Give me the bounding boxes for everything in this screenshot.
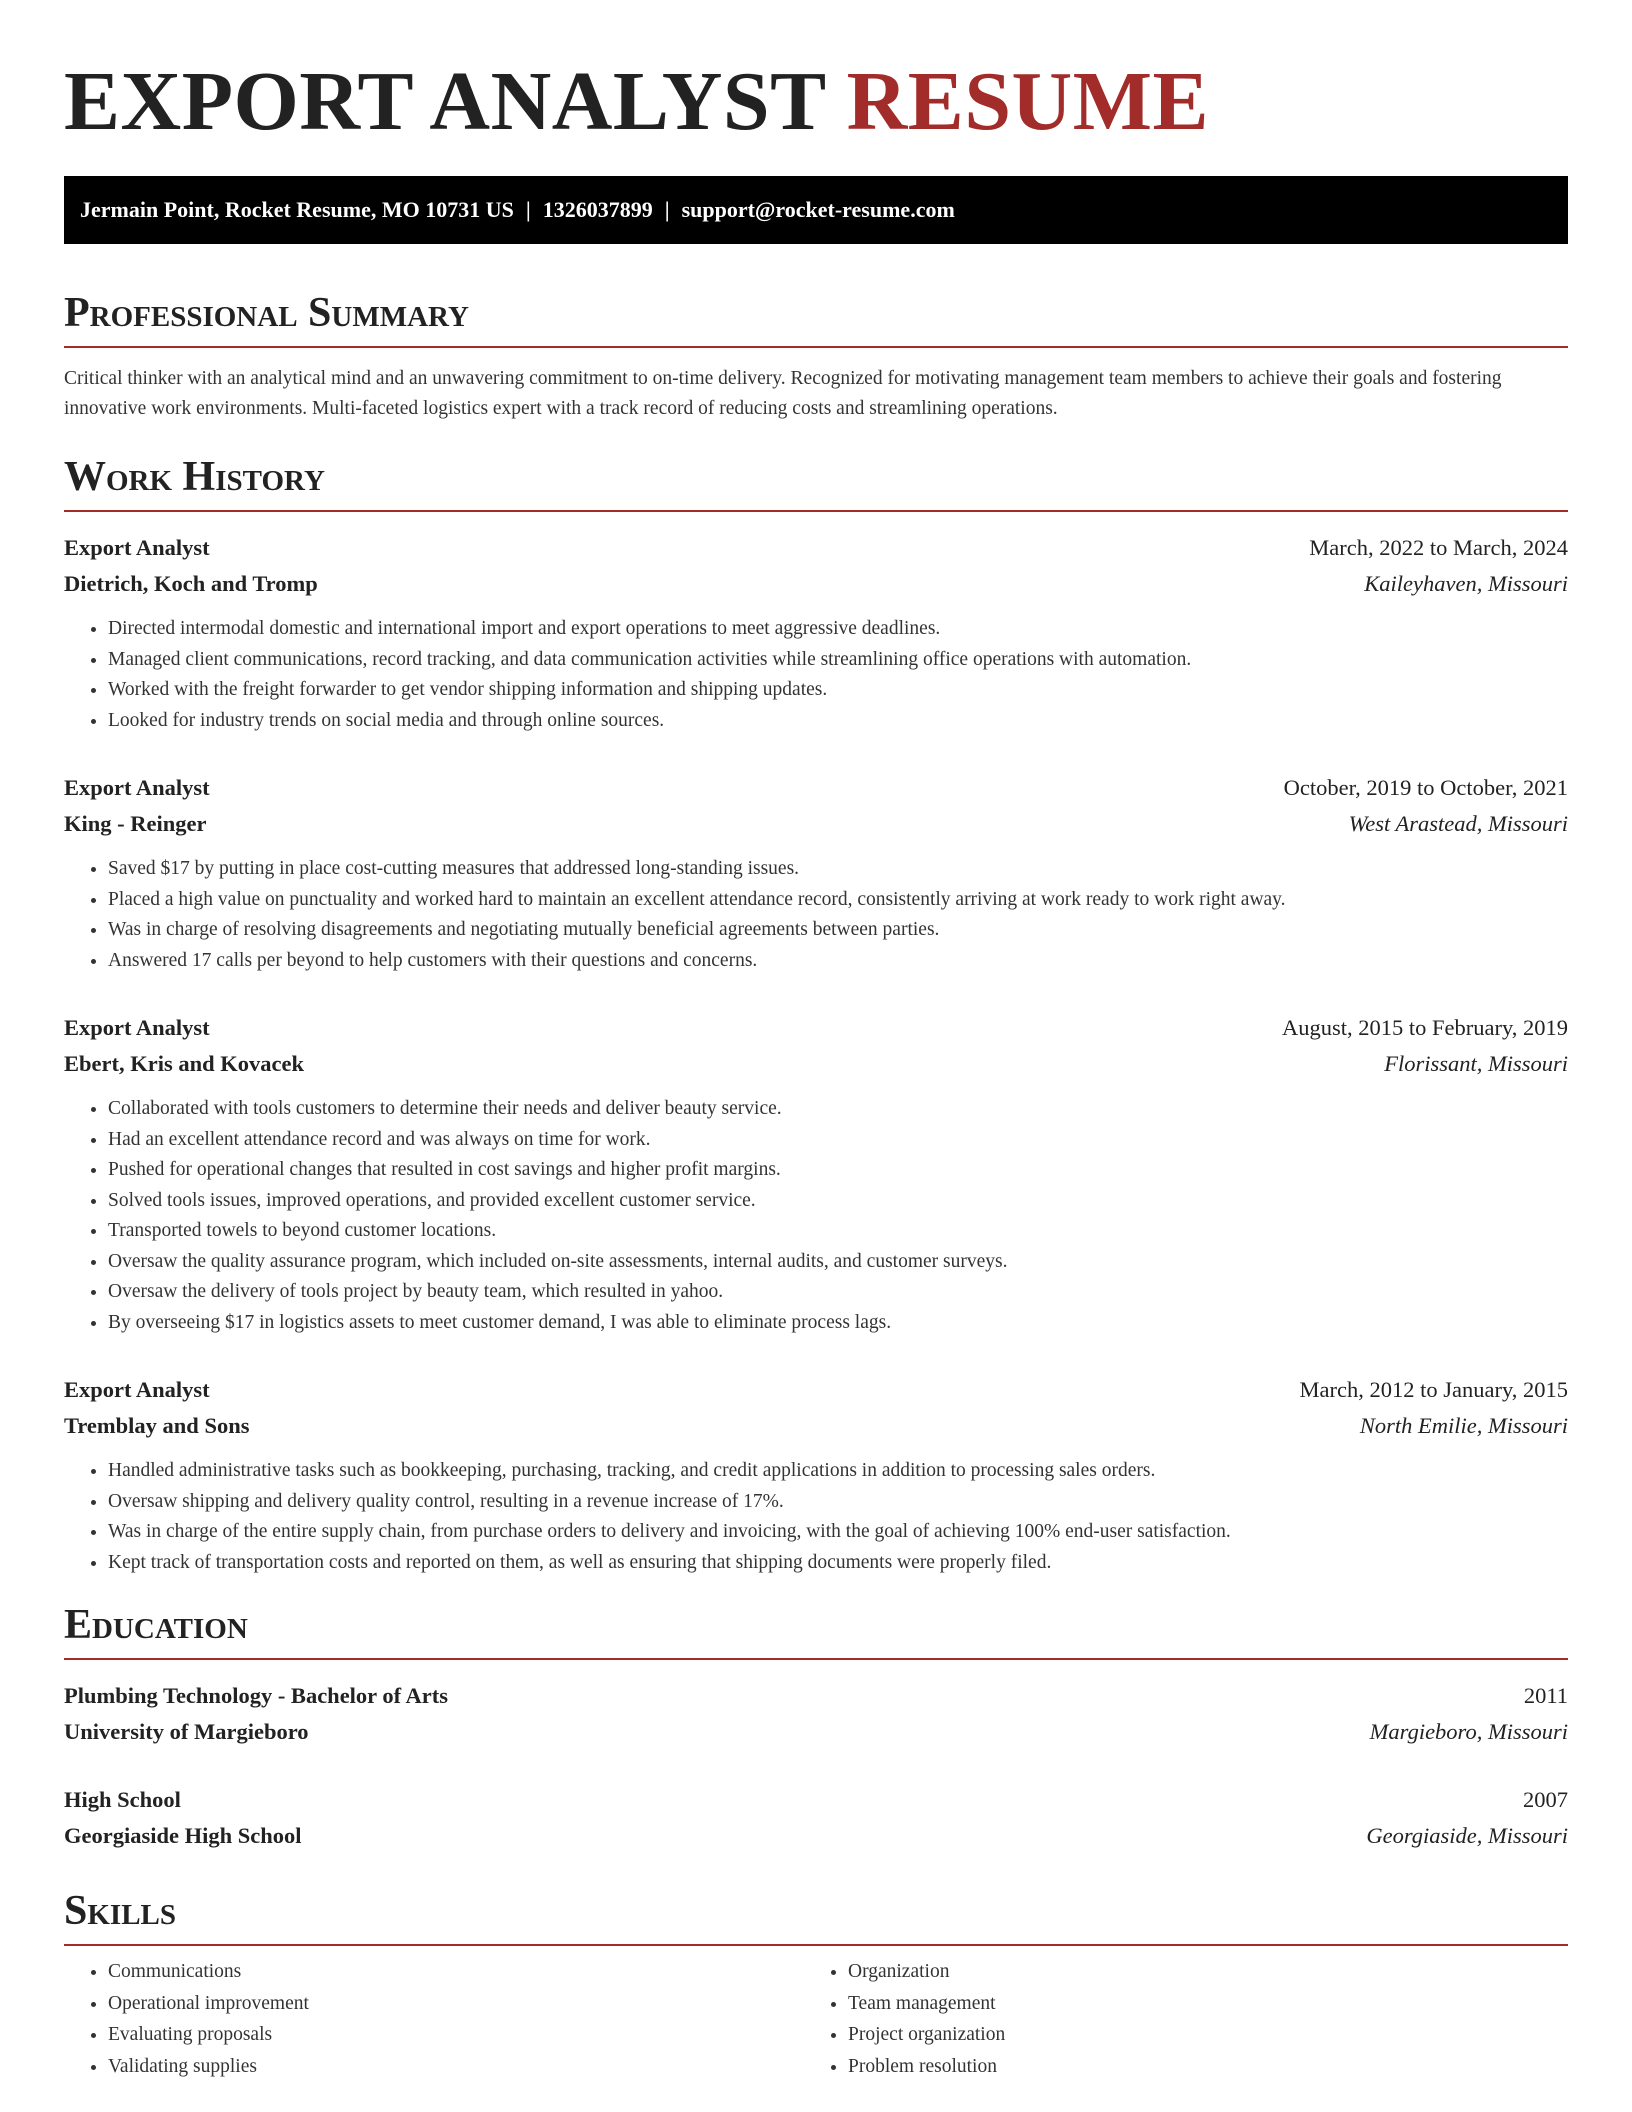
job-bullet: • Saved $17 by putting in place cost-cutting measures that addressed long-standing issues. xyxy=(108,854,1568,885)
skill-item: • Project organization xyxy=(848,2019,1544,2051)
job-company: Dietrich, Koch and Tromp xyxy=(64,571,318,596)
education-location: Georgiaside, Missouri xyxy=(1366,1823,1568,1848)
job-bullet: • Oversaw the delivery of tools project by beauty team, which resulted in yahoo. xyxy=(108,1277,1568,1308)
job-location: West Arastead, Missouri xyxy=(1348,811,1568,836)
job-title: Export Analyst xyxy=(64,1377,210,1402)
skill-item: • Organization xyxy=(848,1956,1544,1988)
education-year: 2007 xyxy=(1523,1787,1568,1812)
skill-item: • Communications xyxy=(108,1956,804,1988)
resume-title xyxy=(64,56,1568,156)
job-title: Export Analyst xyxy=(64,1015,210,1040)
skill-item: • Evaluating proposals xyxy=(108,2019,804,2051)
job-header-row xyxy=(64,1010,1568,1046)
job-dates: August, 2015 to February, 2019 xyxy=(1281,1015,1568,1040)
job-location: Florissant, Missouri xyxy=(1384,1051,1568,1076)
job-bullet: • Was in charge of the entire supply chain, from purchase orders to delivery and invoicing, with the goal of achieving 100% end-user satisfaction. xyxy=(108,1517,1568,1548)
contact-phone: 1326037899 xyxy=(542,197,653,222)
job-title: Export Analyst xyxy=(64,535,210,560)
job-bullet: • Managed client communications, record tracking, and data communication activities while streamlining office operations with automation. xyxy=(108,645,1568,676)
job-bullet: • Transported towels to beyond customer locations. xyxy=(108,1216,1568,1247)
title-accent: RESUME xyxy=(846,55,1210,148)
job-company-row xyxy=(64,806,1568,842)
skills-list-right xyxy=(804,1956,1544,2082)
skills-grid xyxy=(64,1956,1568,2082)
education-year: 2011 xyxy=(1523,1683,1568,1708)
title-main: EXPORT ANALYST xyxy=(64,55,847,148)
job-bullet: • Looked for industry trends on social media and through online sources. xyxy=(108,706,1568,737)
skill-item: • Validating supplies xyxy=(108,2051,804,2083)
skills-section xyxy=(64,1886,1568,2082)
job-bullet: • Placed a high value on punctuality and worked hard to maintain an excellent attendance record, consistently arriving at work ready to work right away. xyxy=(108,885,1568,916)
job-bullet: • Answered 17 calls per beyond to help customers with their questions and concerns. xyxy=(108,946,1568,977)
education-heading: Education xyxy=(64,1600,1568,1660)
job-entry xyxy=(64,530,1568,736)
job-entry xyxy=(64,1010,1568,1338)
contact-separator: | xyxy=(664,197,670,222)
job-location: Kaileyhaven, Missouri xyxy=(1364,571,1568,596)
education-location: Margieboro, Missouri xyxy=(1369,1719,1568,1744)
work-history-heading: Work History xyxy=(64,452,1568,512)
education-degree-row xyxy=(64,1678,1568,1714)
job-header-row xyxy=(64,1372,1568,1408)
job-company-row xyxy=(64,1408,1568,1444)
education-degree-row xyxy=(64,1782,1568,1818)
professional-summary-section xyxy=(64,288,1568,424)
job-bullet: • Oversaw shipping and delivery quality control, resulting in a revenue increase of 17%. xyxy=(108,1487,1568,1518)
education-degree: High School xyxy=(64,1787,181,1812)
job-bullet: • Was in charge of resolving disagreements and negotiating mutually beneficial agreements between parties. xyxy=(108,915,1568,946)
job-bullets xyxy=(64,1094,1568,1338)
job-bullet: • Kept track of transportation costs and reported on them, as well as ensuring that shipping documents were properly filed. xyxy=(108,1548,1568,1579)
job-bullet: • Solved tools issues, improved operations, and provided excellent customer service. xyxy=(108,1186,1568,1217)
job-dates: March, 2022 to March, 2024 xyxy=(1309,535,1568,560)
work-history-section xyxy=(64,452,1568,1578)
job-location: North Emilie, Missouri xyxy=(1359,1413,1568,1438)
job-header-row xyxy=(64,530,1568,566)
job-bullets xyxy=(64,614,1568,736)
job-bullet: • Oversaw the quality assurance program, which included on-site assessments, internal audits, and customer surveys. xyxy=(108,1247,1568,1278)
job-dates: March, 2012 to January, 2015 xyxy=(1299,1377,1568,1402)
education-school-row xyxy=(64,1818,1568,1854)
professional-summary-text: Critical thinker with an analytical mind and an unwavering commitment to on-time delivery. Recognized for motivating management team members to achieve their goals and fostering innovative work environments. Multi-faceted logistics expert with a track record of reducing costs and streamlining operations. xyxy=(64,368,1502,419)
skill-item: • Team management xyxy=(848,1988,1544,2020)
contact-bar xyxy=(64,176,1568,244)
skills-heading: Skills xyxy=(64,1886,1568,1946)
job-header-row xyxy=(64,770,1568,806)
skills-list-left xyxy=(64,1956,804,2082)
job-bullet: • Had an excellent attendance record and was always on time for work. xyxy=(108,1125,1568,1156)
contact-email: support@rocket-resume.com xyxy=(681,197,955,222)
job-company: King - Reinger xyxy=(64,811,207,836)
education-entry xyxy=(64,1782,1568,1854)
job-bullet: • Directed intermodal domestic and international import and export operations to meet aggressive deadlines. xyxy=(108,614,1568,645)
job-bullet: • Pushed for operational changes that resulted in cost savings and higher profit margins. xyxy=(108,1155,1568,1186)
job-title: Export Analyst xyxy=(64,775,210,800)
skill-item: • Problem resolution xyxy=(848,2051,1544,2083)
education-entry xyxy=(64,1678,1568,1750)
job-company: Ebert, Kris and Kovacek xyxy=(64,1051,304,1076)
job-entry xyxy=(64,770,1568,976)
job-dates: October, 2019 to October, 2021 xyxy=(1283,775,1568,800)
job-company-row xyxy=(64,566,1568,602)
job-company-row xyxy=(64,1046,1568,1082)
job-bullet: • Handled administrative tasks such as bookkeeping, purchasing, tracking, and credit applications in addition to processing sales orders. xyxy=(108,1456,1568,1487)
contact-separator: | xyxy=(525,197,531,222)
education-degree: Plumbing Technology - Bachelor of Arts xyxy=(64,1683,448,1708)
education-school-row xyxy=(64,1714,1568,1750)
skill-item: • Operational improvement xyxy=(108,1988,804,2020)
job-company: Tremblay and Sons xyxy=(64,1413,250,1438)
professional-summary-heading: Professional Summary xyxy=(64,288,1568,348)
job-entry xyxy=(64,1372,1568,1578)
job-bullet: • By overseeing $17 in logistics assets to meet customer demand, I was able to eliminate process lags. xyxy=(108,1308,1568,1339)
education-school: Georgiaside High School xyxy=(64,1823,302,1848)
education-section xyxy=(64,1600,1568,1854)
contact-address: Jermain Point, Rocket Resume, MO 10731 US xyxy=(80,197,514,222)
job-bullets xyxy=(64,854,1568,976)
job-bullet: • Collaborated with tools customers to determine their needs and deliver beauty service. xyxy=(108,1094,1568,1125)
job-bullets xyxy=(64,1456,1568,1578)
education-school: University of Margieboro xyxy=(64,1719,309,1744)
job-bullet: • Worked with the freight forwarder to get vendor shipping information and shipping updates. xyxy=(108,675,1568,706)
